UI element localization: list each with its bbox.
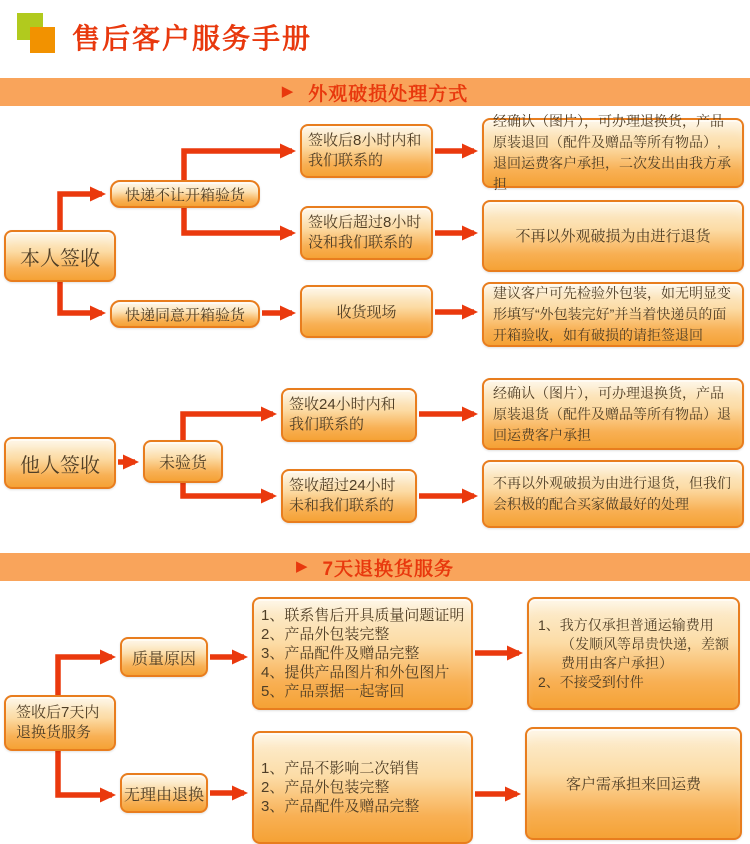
node-courier-no-open: 快递不让开箱验货 <box>110 180 260 208</box>
node-not-inspected: 未验货 <box>143 440 223 483</box>
node-contact-within-24h: 签收24小时内和我们联系的 <box>281 388 417 442</box>
node-self-sign: 本人签收 <box>4 230 116 282</box>
list-item: 3、产品配件及赠品完整 <box>261 798 420 815</box>
node-other-sign: 他人签收 <box>4 437 116 489</box>
list-item: 3、产品配件及赠品完整 <box>261 645 420 662</box>
quality-results-list <box>527 597 740 710</box>
no-reason-requirements-list <box>252 731 473 844</box>
list-item: 5、产品票据一起寄回 <box>261 683 405 700</box>
section-banner-damage-handling <box>0 78 750 106</box>
node-receiving-scene: 收货现场 <box>300 285 433 338</box>
result-within-24h: 经确认（图片），可办理退换货，产品原装退货（配件及赠品等所有物品）退回运费客户承担 <box>482 378 744 450</box>
result-over-24h: 不再以外观破损为由进行退货，但我们会积极的配合买家做最好的处理 <box>482 460 744 528</box>
list-item: 1、我方仅承担普通运输费用（发顺风等昂贵快递，差额费用由客户承担） <box>538 616 729 671</box>
banner-label: 7天退换货服务 <box>322 558 455 580</box>
list-item: 1、联系售后开具质量问题证明 <box>261 607 465 624</box>
banner-label: 外观破损处理方式 <box>308 83 469 105</box>
list-item: 2、不接受到付件 <box>538 673 644 690</box>
no-reason-result: 客户需承担来回运费 <box>525 727 742 840</box>
triangle-bullet-icon: ▶ <box>281 83 295 100</box>
node-no-contact-over-24h: 签收超过24小时未和我们联系的 <box>281 469 417 523</box>
result-over-8h: 不再以外观破损为由进行退货 <box>482 200 744 272</box>
node-quality-reason: 质量原因 <box>120 637 208 677</box>
list-item: 2、产品外包装完整 <box>261 779 390 796</box>
list-item: 4、提供产品图片和外包图片 <box>261 664 450 681</box>
page-title: 售后客户服务手册 <box>72 23 313 54</box>
node-no-contact-over-8h: 签收后超过8小时没和我们联系的 <box>300 206 433 260</box>
node-courier-agree-open: 快递同意开箱验货 <box>110 300 260 328</box>
node-7day-service: 签收后7天内退换货服务 <box>4 695 116 751</box>
section-banner-7day-return <box>0 553 750 581</box>
list-item: 1、产品不影响二次销售 <box>261 760 420 777</box>
triangle-bullet-icon: ▶ <box>295 558 309 575</box>
list-item: 2、产品外包装完整 <box>261 626 390 643</box>
result-within-8h: 经确认（图片），可办理退换货，产品原装退回（配件及赠品等所有物品）,退回运费客户承担，二次发出由我方承担 <box>482 118 744 188</box>
result-receiving-scene: 建议客户可先检验外包装，如无明显变形填写“外包装完好”并当着快递员的面开箱验收，如有破损的请拒签退回 <box>482 282 744 347</box>
node-no-reason-exchange: 无理由退换 <box>120 773 208 813</box>
logo-orange-square-icon <box>30 27 55 53</box>
quality-requirements-list <box>252 597 473 710</box>
node-contact-within-8h: 签收后8小时内和我们联系的 <box>300 124 433 178</box>
